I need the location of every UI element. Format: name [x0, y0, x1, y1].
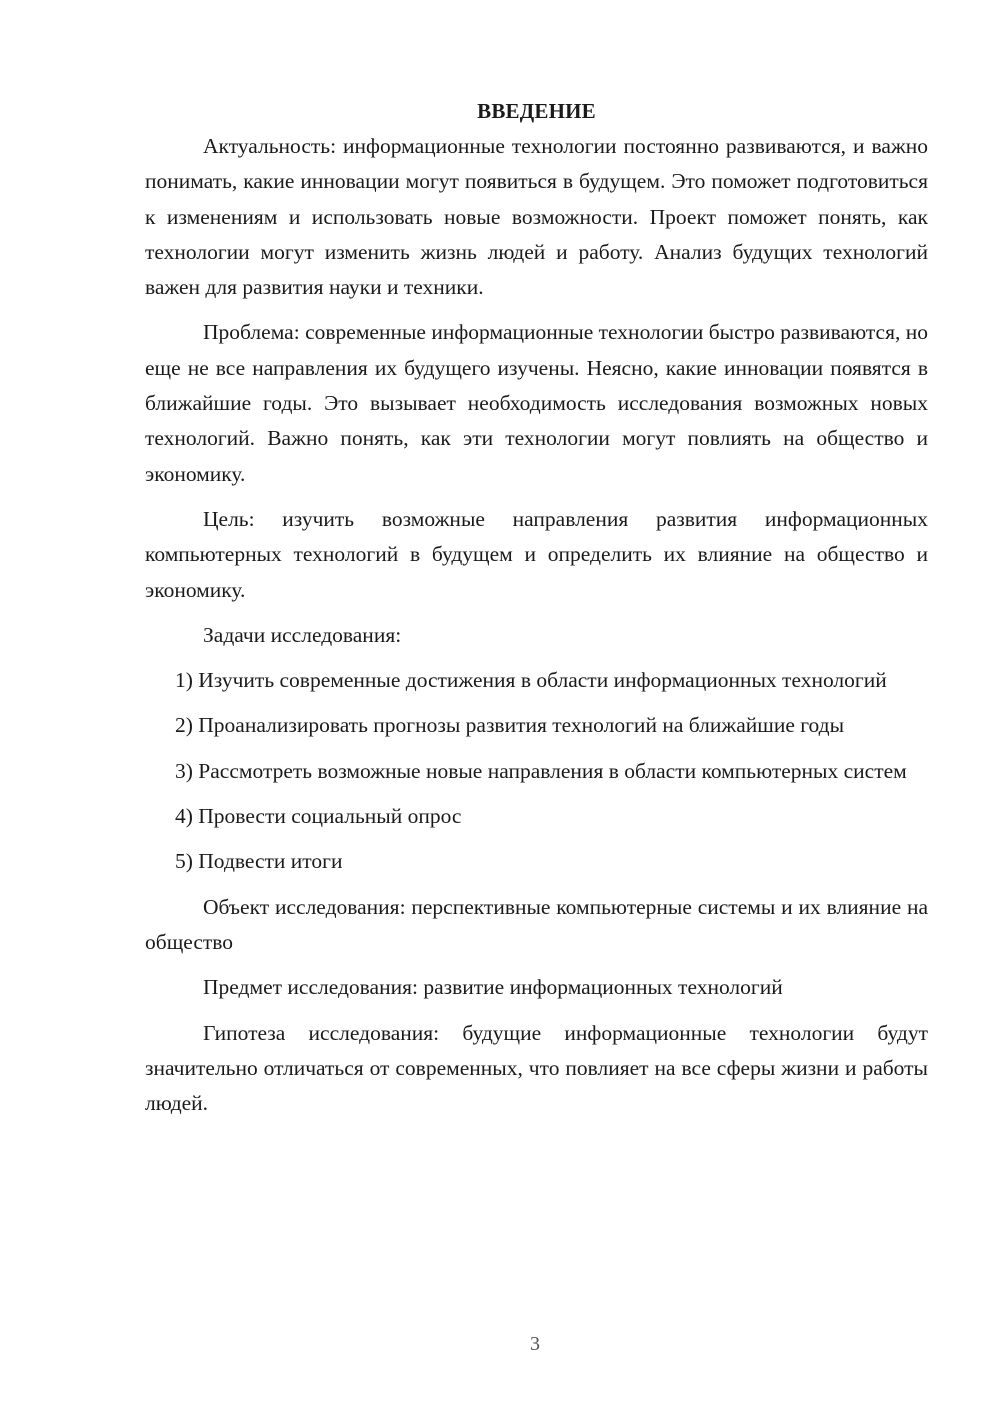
list-item: 5) Подвести итоги: [175, 849, 343, 874]
page-number: 3: [530, 1333, 540, 1355]
paragraph-problem: Проблема: современные информационные технологии быстро развиваются, но еще не все направления их будущего изучены. Неясно, какие инновации появятся в ближайшие годы. Это вызывает необходимость исследования возможных новых технологий. Важно понять, как эти технологии могут повлиять на общество и экономику.: [145, 320, 928, 486]
tasks-heading: Задачи исследования:: [203, 622, 402, 647]
list-item: 1) Изучить современные достижения в области информационных технологий: [175, 668, 887, 693]
list-item: 2) Проанализировать прогнозы развития технологий на ближайшие годы: [175, 713, 845, 738]
paragraph-relevance: Актуальность: информационные технологии постоянно развиваются, и важно понимать, какие инновации могут появиться в будущем. Это поможет подготовиться к изменениям и использовать новые возможности. Проект поможет понять, как технологии могут изменить жизнь людей и работу. Анализ будущих технологий важен для развития науки и техники.: [145, 134, 928, 300]
paragraph-object: Объект исследования: перспективные компьютерные системы и их влияние на общество: [145, 894, 928, 954]
paragraph-subject: Предмет исследования: развитие информационных технологий: [203, 975, 783, 1000]
paragraph-hypothesis: Гипотеза исследования: будущие информационные технологии будут значительно отличаться от современных, что повлияет на все сферы жизни и работы людей.: [145, 1020, 928, 1116]
list-item: 3) Рассмотреть возможные новые направления в области компьютерных систем: [175, 758, 907, 783]
paragraph-goal: Цель: изучить возможные направления развития информационных компьютерных технологий в будущем и определить их влияние на общество и экономику.: [145, 506, 928, 602]
document-page: [145, 94, 928, 1131]
list-item: 4) Провести социальный опрос: [175, 804, 462, 829]
section-title: ВВЕДЕНИЕ: [477, 99, 596, 123]
